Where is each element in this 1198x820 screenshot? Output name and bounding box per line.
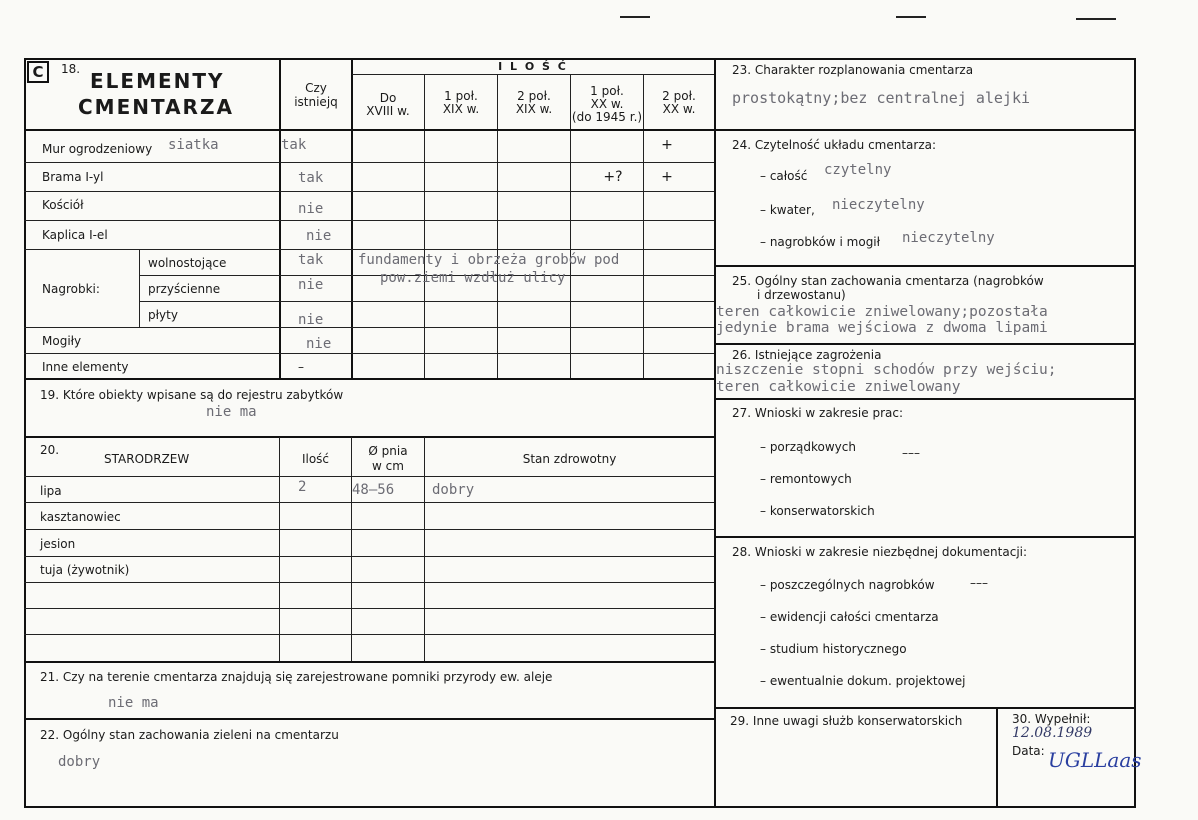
divider	[24, 249, 714, 250]
tree-count: 2	[298, 479, 307, 495]
divider	[24, 162, 714, 163]
element-label: Inne elementy	[42, 360, 129, 374]
element-label: Brama I-yl	[42, 170, 104, 184]
element-label: Kościół	[42, 198, 84, 212]
q30-date-label: Data:	[1012, 744, 1045, 758]
divider	[24, 353, 714, 354]
q24-quarters: nieczytelny	[832, 197, 925, 213]
period-header: 2 poł.	[662, 89, 696, 103]
divider	[279, 437, 280, 661]
element-label: wolnostojące	[148, 256, 227, 270]
q22-label: 22. Ogólny stan zachowania zieleni na cmentarzu	[40, 728, 339, 742]
element-exists: nie	[298, 201, 324, 217]
element-label: Mogiły	[42, 334, 82, 348]
divider	[24, 529, 714, 530]
q20-col-count: Ilość	[301, 452, 330, 466]
q24-graves-label: – nagrobków i mogił	[760, 235, 881, 249]
tree-name: jesion	[40, 537, 76, 551]
tree-name: tuja (żywotnik)	[40, 563, 130, 577]
divider	[24, 378, 715, 380]
q26-label: 26. Istniejące zagrożenia	[732, 348, 882, 362]
q27-item: – konserwatorskich	[760, 504, 875, 518]
top-mark	[1076, 18, 1116, 20]
period-header: XVIII w.	[366, 104, 410, 118]
divider	[24, 220, 714, 221]
nagrobki-note: fundamenty i obrzeża grobów pod	[358, 252, 620, 268]
period-header: XIX w.	[442, 102, 480, 116]
q25-answer: teren całkowicie zniwelowany;pozostała	[716, 304, 1048, 320]
q19-answer: nie ma	[206, 404, 257, 420]
exists-header: istniejq	[294, 95, 338, 109]
element-exists: nie	[306, 336, 332, 352]
q28-dash: –––	[970, 576, 988, 590]
form-frame	[24, 58, 1136, 808]
q20-col-diam: Ø pnia	[368, 444, 408, 458]
period-header: XX w.	[590, 97, 624, 111]
q24-graves: nieczytelny	[902, 230, 995, 246]
q28-item: – studium historycznego	[760, 642, 907, 656]
divider	[24, 582, 714, 583]
divider	[140, 301, 714, 302]
tree-diam: 48–56	[352, 482, 395, 498]
signature: UGLLaas	[1048, 748, 1142, 772]
element-label: płyty	[148, 308, 178, 322]
q23-label: 23. Charakter rozplanowania cmentarza	[732, 63, 974, 77]
top-mark	[620, 16, 650, 18]
element-exists: tak	[298, 170, 324, 186]
q25-answer: jedynie brama wejściowa z dwoma lipami	[716, 320, 1048, 336]
period-header: (do 1945 r.)	[571, 110, 643, 124]
tree-name: kasztanowiec	[40, 510, 121, 524]
quantity-header: I L O Ś Ć	[498, 60, 568, 73]
divider	[497, 74, 498, 378]
q24-whole-label: – całość	[760, 169, 808, 183]
section-title: ELEMENTY	[90, 69, 225, 93]
divider	[996, 707, 998, 808]
section-number: 18.	[61, 62, 81, 76]
divider	[24, 556, 714, 557]
element-extra: siatka	[168, 137, 219, 153]
q20-col-diam: w cm	[372, 459, 404, 473]
period-mark: +	[661, 169, 673, 185]
q23-answer: prostokątny;bez centralnej alejki	[732, 89, 1031, 107]
divider	[714, 265, 1136, 267]
nagrobki-note: pow.ziemi wzdłuż ulicy	[380, 270, 566, 286]
element-exists: nie	[298, 277, 324, 293]
divider	[24, 608, 714, 609]
tree-name: lipa	[40, 484, 62, 498]
nagrobki-label: Nagrobki:	[42, 282, 100, 296]
q26-answer: niszczenie stopni schodów przy wejściu;	[716, 362, 1057, 378]
divider	[424, 437, 425, 661]
divider	[24, 191, 714, 192]
exists-header: Czy	[305, 81, 327, 95]
divider	[24, 476, 714, 477]
divider	[714, 398, 1136, 400]
element-exists: tak	[281, 137, 307, 153]
divider	[24, 718, 715, 720]
q24-label: 24. Czytelność układu cmentarza:	[732, 138, 937, 152]
q26-answer: teren całkowicie zniwelowany	[716, 379, 961, 395]
q24-whole: czytelny	[824, 162, 892, 178]
q27-dash: –––	[902, 446, 920, 460]
period-header: 1 poł.	[444, 89, 478, 103]
q30-date: 12.08.1989	[1012, 725, 1093, 741]
q21-answer: nie ma	[108, 695, 159, 711]
period-header: XX w.	[662, 102, 696, 116]
divider	[24, 129, 715, 131]
q28-item: – poszczególnych nagrobków	[760, 578, 935, 592]
q20-title: STARODRZEW	[104, 452, 190, 466]
q28-item: – ewentualnie dokum. projektowej	[760, 674, 966, 688]
element-label: Mur ogrodzeniowy	[42, 142, 153, 156]
q24-quarters-label: – kwater,	[760, 203, 815, 217]
divider	[139, 249, 140, 327]
period-header: 2 poł.	[517, 89, 551, 103]
q27-label: 27. Wnioski w zakresie prac:	[732, 406, 904, 420]
q29-label: 29. Inne uwagi służb konserwatorskich	[730, 714, 963, 728]
tree-health: dobry	[432, 482, 475, 498]
q25-label: i drzewostanu)	[757, 288, 846, 302]
divider	[424, 74, 425, 378]
divider	[714, 343, 1136, 345]
q19-label: 19. Które obiekty wpisane są do rejestru zabytków	[40, 388, 344, 402]
period-header: Do	[379, 91, 397, 105]
period-header: XIX w.	[515, 102, 553, 116]
q20-number: 20.	[40, 443, 60, 457]
divider	[714, 707, 1136, 709]
divider	[643, 74, 644, 378]
divider	[24, 634, 714, 635]
divider	[24, 502, 714, 503]
divider	[714, 129, 1136, 131]
element-exists: –	[298, 360, 304, 374]
q30-label: 30. Wypełnił:	[1012, 712, 1091, 726]
period-mark: +	[661, 137, 673, 153]
top-mark	[896, 16, 926, 18]
period-mark: +?	[603, 169, 623, 185]
q25-label: 25. Ogólny stan zachowania cmentarza (nagrobków	[732, 274, 1044, 288]
divider	[24, 327, 714, 328]
q27-item: – remontowych	[760, 472, 852, 486]
divider	[352, 74, 714, 75]
divider	[24, 436, 715, 438]
q20-col-health: Stan zdrowotny	[522, 452, 617, 466]
divider	[714, 536, 1136, 538]
period-header: 1 poł.	[590, 84, 624, 98]
section-letter: C	[27, 61, 49, 83]
q21-label: 21. Czy na terenie cmentarza znajdują się zarejestrowane pomniki przyrody ew. aleje	[40, 670, 553, 684]
element-label: Kaplica I-el	[42, 228, 108, 242]
q22-answer: dobry	[58, 754, 101, 770]
section-title: CMENTARZA	[78, 95, 234, 119]
divider	[24, 661, 715, 663]
element-exists: tak	[298, 252, 324, 268]
divider	[714, 58, 716, 808]
q28-item: – ewidencji całości cmentarza	[760, 610, 939, 624]
element-exists: nie	[298, 312, 324, 328]
q28-label: 28. Wnioski w zakresie niezbędnej dokumentacji:	[732, 545, 1028, 559]
q27-item: – porządkowych	[760, 440, 856, 454]
element-exists: nie	[306, 228, 332, 244]
element-label: przyścienne	[148, 282, 221, 296]
